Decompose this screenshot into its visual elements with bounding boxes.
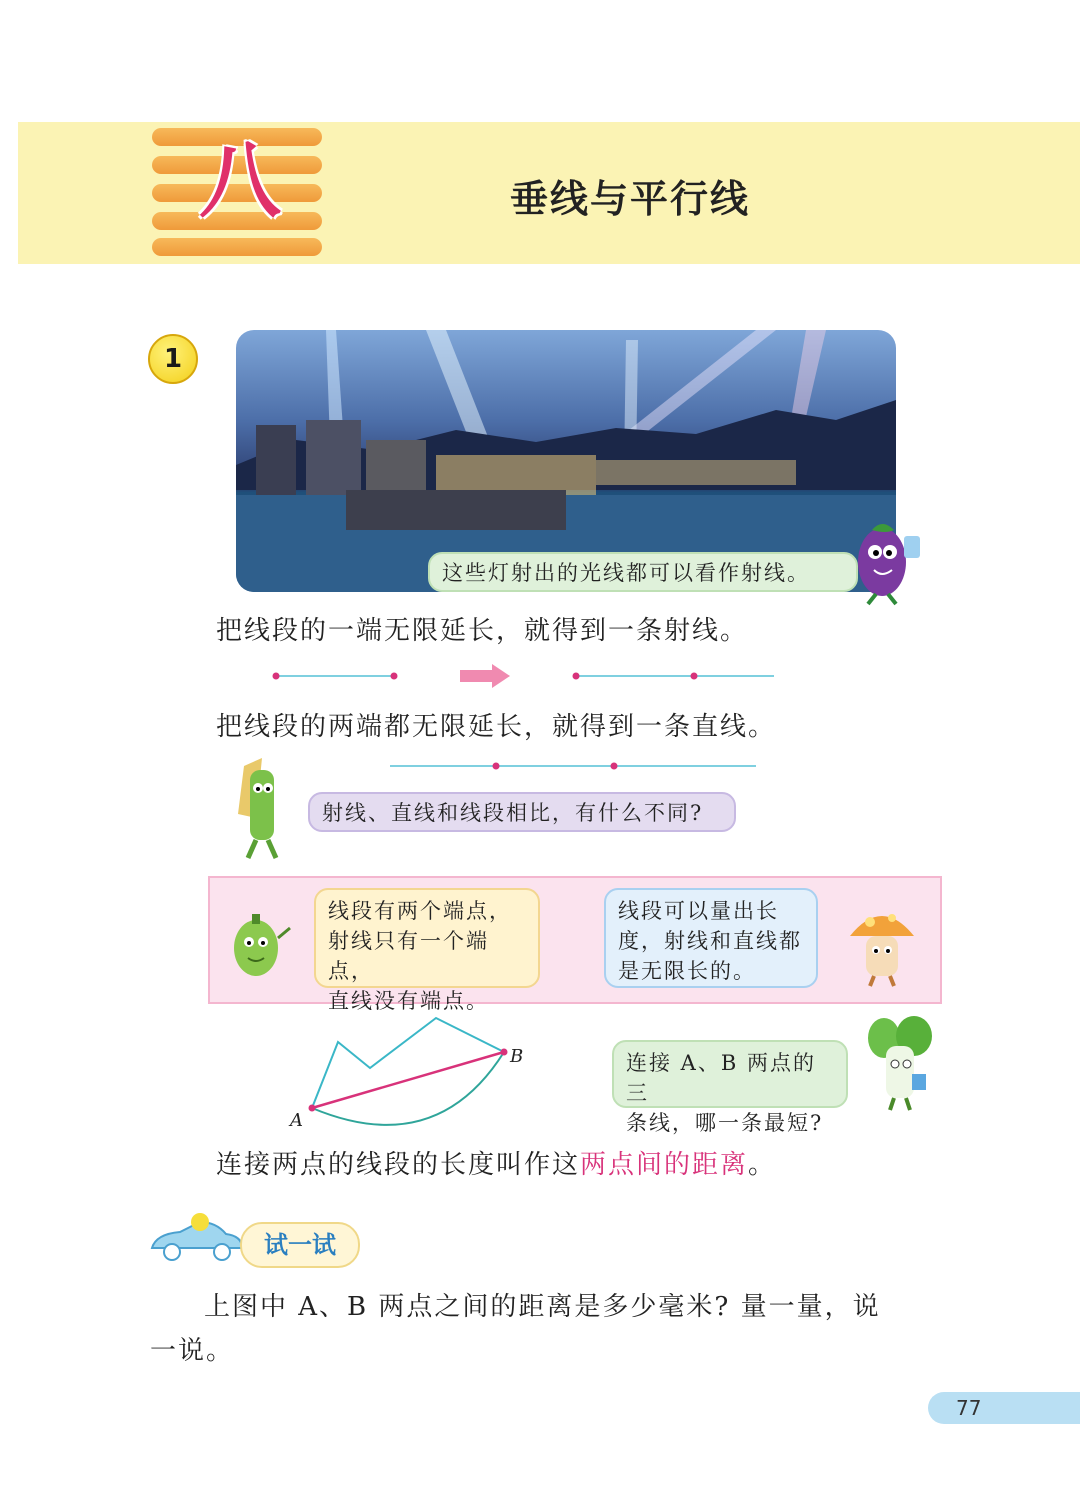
point-a-label: A [290,1110,303,1131]
arrow-right-icon [460,664,510,688]
bok-choy-mascot-icon [862,1016,938,1112]
example-badge: 1 [148,334,198,384]
pepper-mascot-icon [226,908,296,988]
ray-definition: 把线段的一端无限延长，就得到一条射线。 [216,616,749,646]
header-stripe [152,238,322,256]
try-it-question-line-2: 一说。 [150,1336,235,1366]
three-paths-figure [286,1010,546,1134]
endpoints-line-1: 线段有两个端点， [328,899,512,923]
length-line-3: 是无限长的。 [618,959,756,983]
shortest-path-bubble [612,1040,848,1135]
distance-definition [216,1144,776,1181]
car-mascot-icon [146,1212,246,1264]
endpoints-line-2: 射线只有一个端点， [328,929,489,983]
length-line-2: 度，射线和直线都 [618,929,802,953]
point-b-label: B [510,1046,524,1067]
distance-def-period: 。 [748,1150,777,1180]
question-bubble: 射线、直线和线段相比，有什么不同? [308,792,736,832]
mushroom-mascot-icon [846,900,918,988]
line-definition: 把线段的两端都无限延长，就得到一条直线。 [216,712,777,742]
shortest-line-2: 条线，哪一条最短? [626,1111,824,1135]
shortest-line-1: 连接 A、B 两点的三 [626,1051,816,1105]
page-number: 77 [928,1392,1080,1424]
endpoints-line-3: 直线没有端点。 [328,989,489,1013]
chapter-title: 垂线与平行线 [509,177,750,221]
chapter-number: 八 [198,134,281,229]
endpoints-bubble [314,888,540,1013]
try-it-question-line-1: 上图中 A、B 两点之间的距离是多少毫米? 量一量，说 [204,1292,881,1322]
distance-term: 两点间的距离 [580,1150,749,1180]
distance-def-text: 连接两点的线段的长度叫作这 [216,1150,581,1180]
try-it-label: 试一试 [240,1222,360,1268]
straight-line-diagram [388,756,758,776]
bamboo-mascot-icon [226,758,296,864]
length-line-1: 线段可以量出长 [618,899,779,923]
length-bubble [604,888,818,988]
photo-caption-bubble: 这些灯射出的光线都可以看作射线。 [428,552,858,592]
segment-to-ray-diagram [260,660,780,694]
